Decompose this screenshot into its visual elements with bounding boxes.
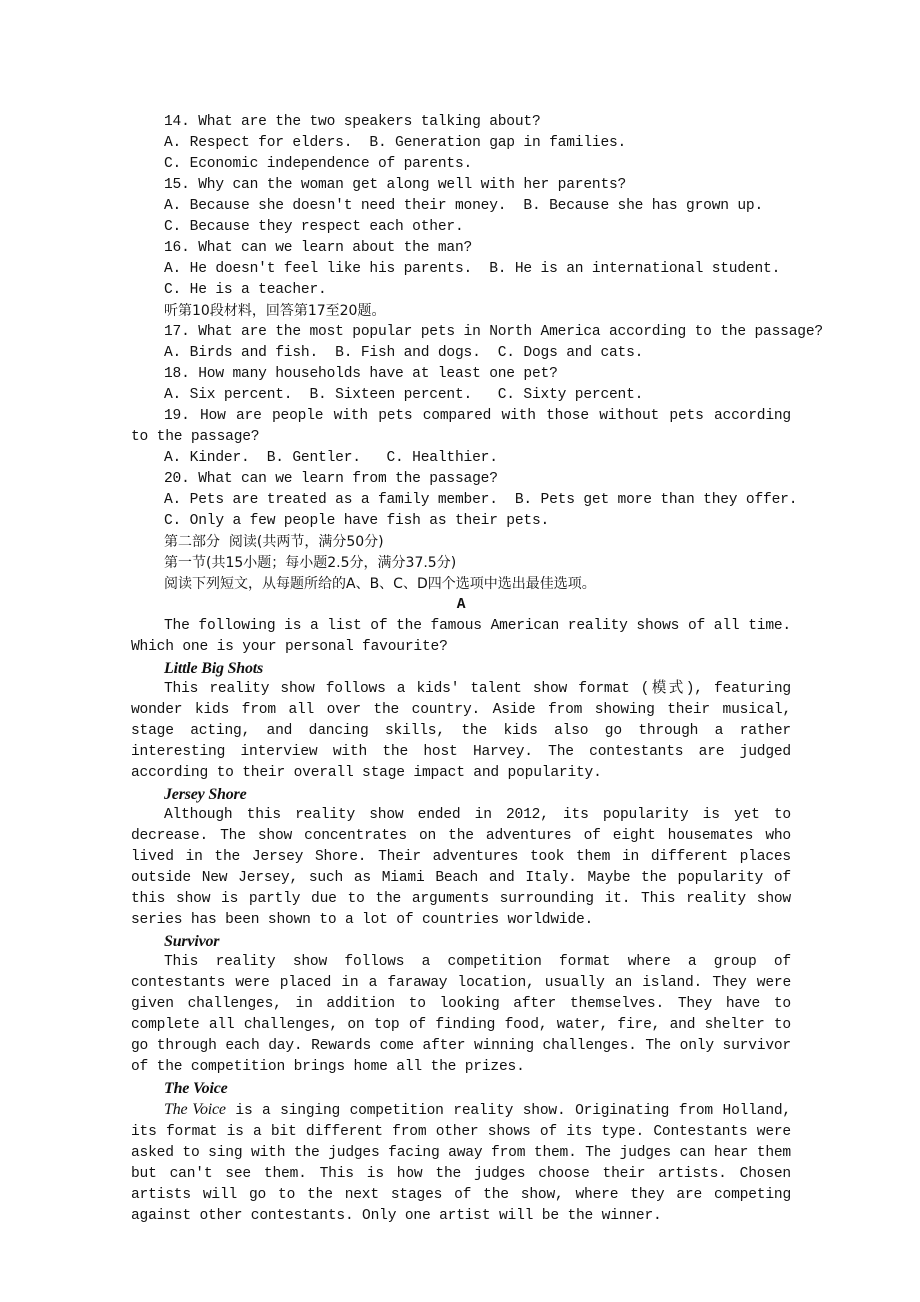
exam-page	[131, 112, 823, 1227]
show-title-survivor: Survivor	[164, 933, 220, 950]
passage-intro: The following is a list of the famous American reality shows of all time. Which one is your personal favourite?	[131, 618, 791, 655]
show-title-little-big-shots: Little Big Shots	[164, 660, 264, 677]
question-17: 17. What are the most popular pets in North America according to the passage?	[164, 324, 823, 340]
show-body-text: is a singing competition reality show. Originating from Holland, its format is a bit different from other shows of its type. Contestants were asked to sing with the judges facing away from them. The judges can hear them but can't see them. This is how the judges choose their artists. Chosen artists will go to the next stages of the show, where they are competing against other contestants. Only one artist will be the winner.	[131, 1103, 791, 1224]
question-14: 14. What are the two speakers talking about?	[164, 114, 541, 130]
question-19: 19. How are people with pets compared with those without pets according to the passage?	[131, 408, 791, 445]
show-body-little-big-shots: This reality show follows a kids' talent show format (模式), featuring wonder kids from all over the country. Aside from showing their musical, stage acting, and dancing skills, the kids also go through a rather interesting interview with the host Harvey. The contestants are judged according to their overall stage impact and popularity.	[131, 681, 791, 781]
section-10-instruction: 听第10段材料，回答第17至20题。	[164, 303, 386, 319]
question-19-options: A. Kinder. B. Gentler. C. Healthier.	[164, 450, 498, 466]
show-name-italic: The Voice	[164, 1101, 226, 1118]
question-18-options: A. Six percent. B. Sixteen percent. C. Sixty percent.	[164, 387, 644, 403]
question-20-options: C. Only a few people have fish as their pets.	[164, 513, 550, 529]
question-15-options: A. Because she doesn't need their money. B. Because she has grown up.	[164, 198, 764, 214]
show-body-the-voice	[131, 1099, 791, 1227]
question-17-options: A. Birds and fish. B. Fish and dogs. C. Dogs and cats.	[164, 345, 644, 361]
question-15-options: C. Because they respect each other.	[164, 219, 464, 235]
question-15: 15. Why can the woman get along well with her parents?	[164, 177, 627, 193]
question-16: 16. What can we learn about the man?	[164, 240, 473, 256]
show-body-jersey-shore: Although this reality show ended in 2012, its popularity is yet to decrease. The show concentrates on the adventures of eight housemates who lived in the Jersey Shore. Their adventures took them in different places outside New Jersey, such as Miami Beach and Italy. Maybe the popularity of this show is partly due to the arguments surrounding it. This reality show series has been shown to a lot of countries worldwide.	[131, 807, 791, 928]
show-title-the-voice: The Voice	[164, 1080, 228, 1097]
question-16-options: A. He doesn't feel like his parents. B. He is an international student.	[164, 261, 781, 277]
question-14-options: A. Respect for elders. B. Generation gap in families.	[164, 135, 627, 151]
question-16-options: C. He is a teacher.	[164, 282, 327, 298]
reading-instruction: 阅读下列短文，从每题所给的A、B、C、D四个选项中选出最佳选项。	[164, 576, 596, 592]
question-20: 20. What can we learn from the passage?	[164, 471, 498, 487]
passage-label: A	[456, 597, 466, 613]
question-18: 18. How many households have at least one pet?	[164, 366, 558, 382]
reading-part-title: 第二部分 阅读(共两节，满分50分)	[164, 534, 384, 550]
show-body-survivor: This reality show follows a competition format where a group of contestants were placed in a faraway location, usually an island. They were given challenges, in addition to looking after themselves. They have to complete all challenges, on top of finding food, water, fire, and shelter to go through each day. Rewards come after winning challenges. The only survivor of the competition brings home all the prizes.	[131, 954, 791, 1075]
show-title-jersey-shore: Jersey Shore	[164, 786, 247, 803]
question-20-options: A. Pets are treated as a family member. B. Pets get more than they offer.	[164, 492, 798, 508]
question-14-options: C. Economic independence of parents.	[164, 156, 473, 172]
reading-section-title: 第一节(共15小题；每小题2.5分，满分37.5分)	[164, 555, 457, 571]
